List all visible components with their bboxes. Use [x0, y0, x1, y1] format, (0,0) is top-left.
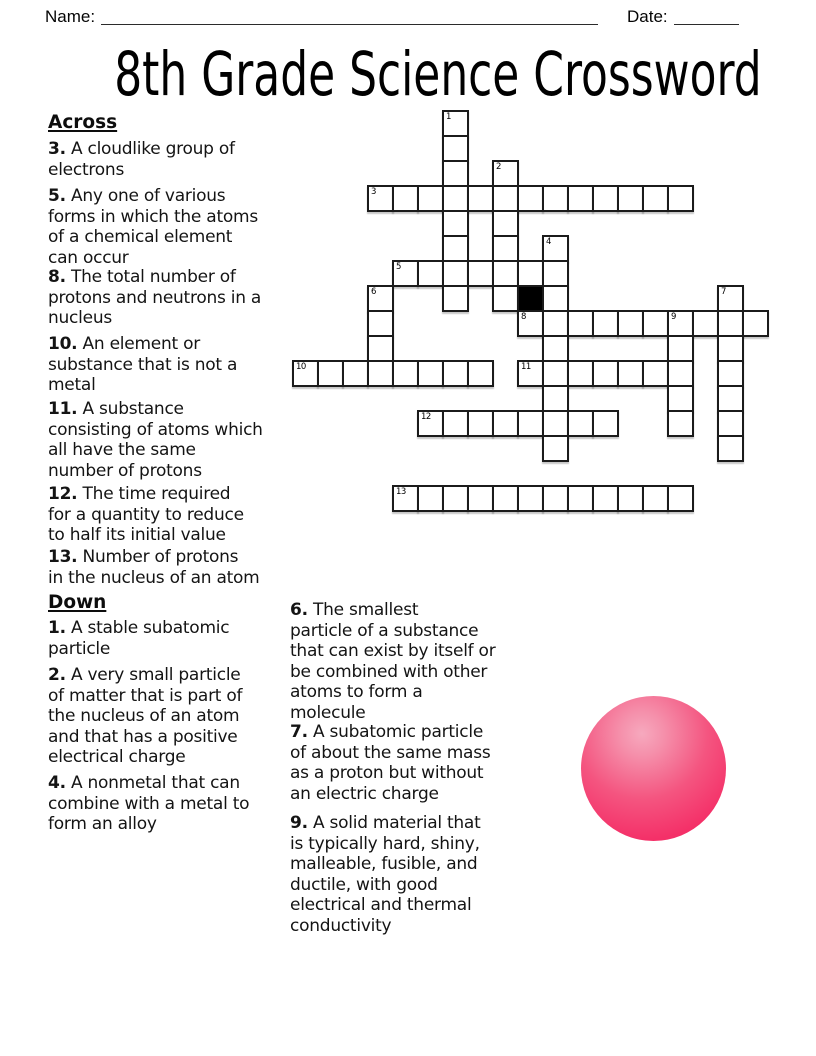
name-label: Name:: [45, 7, 96, 26]
grid-cell-7-10[interactable]: [467, 360, 494, 387]
down-heading: Down: [48, 592, 107, 613]
grid-cell-1-10[interactable]: [317, 360, 344, 387]
clue-7: 7. A subatomic particle of about the same mass as a proton but without an electric charge: [290, 722, 491, 804]
grid-cell-12-10[interactable]: [592, 360, 619, 387]
grid-cell-8-4[interactable]: [492, 210, 519, 237]
clue-number: 2.: [48, 665, 66, 685]
grid-cell-17-13[interactable]: [717, 435, 744, 462]
grid-cell-8-12[interactable]: [492, 410, 519, 437]
grid-cell-9-8[interactable]: [517, 310, 544, 337]
grid-cell-5-3[interactable]: [417, 185, 444, 212]
grid-cell-9-6[interactable]: [517, 260, 544, 287]
grid-cell-18-8[interactable]: [742, 310, 769, 337]
grid-cell-5-15[interactable]: [417, 485, 444, 512]
grid-cell-3-3[interactable]: [367, 185, 394, 212]
grid-cell-16-8[interactable]: [692, 310, 719, 337]
grid-cell-14-3[interactable]: [642, 185, 669, 212]
clue-number: 3.: [48, 139, 66, 159]
clue-number: 13.: [48, 547, 78, 567]
clue-number: 8.: [48, 267, 66, 287]
clue-2: 2. A very small particle of matter that is part of the nucleus of an atom and that has a positive electrical charge: [48, 665, 243, 767]
clue-11: 11. A substance consisting of atoms which all have the same number of protons: [48, 399, 263, 481]
grid-cell-12-15[interactable]: [592, 485, 619, 512]
grid-cell-10-5[interactable]: [542, 235, 569, 262]
grid-cell-10-10[interactable]: [542, 360, 569, 387]
grid-cell-6-5[interactable]: [442, 235, 469, 262]
clue-number: 10.: [48, 334, 78, 354]
grid-cell-3-7[interactable]: [367, 285, 394, 312]
grid-cell-3-9[interactable]: [367, 335, 394, 362]
grid-cell-8-6[interactable]: [492, 260, 519, 287]
grid-cell-14-8[interactable]: [642, 310, 669, 337]
grid-cell-3-8[interactable]: [367, 310, 394, 337]
grid-cell-12-8[interactable]: [592, 310, 619, 337]
cell-number: 2: [496, 162, 501, 172]
grid-cell-10-3[interactable]: [542, 185, 569, 212]
grid-cell-14-15[interactable]: [642, 485, 669, 512]
cell-number: 7: [721, 287, 726, 297]
grid-cell-11-10[interactable]: [567, 360, 594, 387]
grid-cell-10-13[interactable]: [542, 435, 569, 462]
grid-cell-6-15[interactable]: [442, 485, 469, 512]
date-blank-line[interactable]: [674, 6, 739, 25]
grid-cell-15-11[interactable]: [667, 385, 694, 412]
sphere-image: [581, 696, 726, 841]
grid-cell-14-10[interactable]: [642, 360, 669, 387]
cell-number: 9: [671, 312, 676, 322]
cell-number: 1: [446, 112, 451, 122]
name-blank-line[interactable]: [101, 6, 598, 25]
grid-cell-8-7[interactable]: [492, 285, 519, 312]
clue-number: 5.: [48, 186, 66, 206]
grid-cell-17-12[interactable]: [717, 410, 744, 437]
clue-number: 4.: [48, 773, 66, 793]
cell-number: 5: [396, 262, 401, 272]
grid-cell-9-10[interactable]: [517, 360, 544, 387]
cell-number: 12: [421, 412, 431, 422]
clue-number: 1.: [48, 618, 66, 638]
grid-cell-13-8[interactable]: [617, 310, 644, 337]
cell-number: 10: [296, 362, 306, 372]
grid-cell-17-9[interactable]: [717, 335, 744, 362]
grid-cell-6-6[interactable]: [442, 260, 469, 287]
cell-number: 3: [371, 187, 376, 197]
clue-9: 9. A solid material that is typically hard, shiny, malleable, fusible, and ductile, with good electrical and thermal conductivity: [290, 813, 481, 936]
grid-cell-13-10[interactable]: [617, 360, 644, 387]
grid-cell-7-12[interactable]: [467, 410, 494, 437]
grid-cell-17-11[interactable]: [717, 385, 744, 412]
grid-cell-3-10[interactable]: [367, 360, 394, 387]
grid-cell-6-2[interactable]: [442, 160, 469, 187]
clue-10: 10. An element or substance that is not a metal: [48, 334, 238, 395]
grid-cell-8-3[interactable]: [492, 185, 519, 212]
cell-number: 8: [521, 312, 526, 322]
grid-cell-8-2[interactable]: [492, 160, 519, 187]
clue-5: 5. Any one of various forms in which the atoms of a chemical element can occur: [48, 186, 258, 268]
clue-6: 6. The smallest particle of a substance that can exist by itself or be combined with other atoms to form a molecule: [290, 600, 496, 723]
cell-number: 11: [521, 362, 531, 372]
grid-cell-2-10[interactable]: [342, 360, 369, 387]
clue-number: 9.: [290, 813, 308, 833]
grid-cell-15-10[interactable]: [667, 360, 694, 387]
grid-cell-12-12[interactable]: [592, 410, 619, 437]
page-title: 8th Grade Science Crossword: [114, 39, 762, 110]
blocked-cell: [517, 285, 544, 312]
grid-cell-6-1[interactable]: [442, 135, 469, 162]
clue-12: 12. The time required for a quantity to reduce to half its initial value: [48, 484, 244, 545]
grid-cell-6-0[interactable]: [442, 110, 469, 137]
grid-cell-10-15[interactable]: [542, 485, 569, 512]
grid-cell-9-3[interactable]: [517, 185, 544, 212]
grid-cell-15-8[interactable]: [667, 310, 694, 337]
clue-4: 4. A nonmetal that can combine with a metal to form an alloy: [48, 773, 250, 834]
grid-cell-17-7[interactable]: [717, 285, 744, 312]
grid-cell-0-10[interactable]: [292, 360, 319, 387]
clue-number: 6.: [290, 600, 308, 620]
grid-cell-15-9[interactable]: [667, 335, 694, 362]
cell-number: 4: [546, 237, 551, 247]
grid-cell-6-10[interactable]: [442, 360, 469, 387]
grid-cell-6-12[interactable]: [442, 410, 469, 437]
grid-cell-4-15[interactable]: [392, 485, 419, 512]
grid-cell-15-3[interactable]: [667, 185, 694, 212]
grid-cell-17-10[interactable]: [717, 360, 744, 387]
date-label: Date:: [627, 7, 668, 26]
grid-cell-4-6[interactable]: [392, 260, 419, 287]
grid-cell-11-8[interactable]: [567, 310, 594, 337]
grid-cell-8-5[interactable]: [492, 235, 519, 262]
grid-cell-13-3[interactable]: [617, 185, 644, 212]
clue-8: 8. The total number of protons and neutrons in a nucleus: [48, 267, 262, 328]
grid-cell-17-8[interactable]: [717, 310, 744, 337]
grid-cell-11-12[interactable]: [567, 410, 594, 437]
grid-cell-9-15[interactable]: [517, 485, 544, 512]
grid-cell-15-15[interactable]: [667, 485, 694, 512]
grid-cell-5-6[interactable]: [417, 260, 444, 287]
grid-cell-8-15[interactable]: [492, 485, 519, 512]
across-heading: Across: [48, 112, 118, 133]
clue-1: 1. A stable subatomic particle: [48, 618, 230, 659]
grid-cell-10-6[interactable]: [542, 260, 569, 287]
grid-cell-15-12[interactable]: [667, 410, 694, 437]
grid-cell-10-9[interactable]: [542, 335, 569, 362]
grid-cell-5-10[interactable]: [417, 360, 444, 387]
cell-number: 13: [396, 487, 406, 497]
cell-number: 6: [371, 287, 376, 297]
grid-cell-6-7[interactable]: [442, 285, 469, 312]
grid-cell-6-4[interactable]: [442, 210, 469, 237]
clue-number: 12.: [48, 484, 78, 504]
grid-cell-10-11[interactable]: [542, 385, 569, 412]
grid-cell-7-6[interactable]: [467, 260, 494, 287]
grid-cell-11-3[interactable]: [567, 185, 594, 212]
grid-cell-9-12[interactable]: [517, 410, 544, 437]
clue-13: 13. Number of protons in the nucleus of an atom: [48, 547, 260, 588]
grid-cell-13-15[interactable]: [617, 485, 644, 512]
grid-cell-10-7[interactable]: [542, 285, 569, 312]
grid-cell-5-12[interactable]: [417, 410, 444, 437]
grid-cell-10-12[interactable]: [542, 410, 569, 437]
grid-cell-4-10[interactable]: [392, 360, 419, 387]
grid-cell-6-3[interactable]: [442, 185, 469, 212]
clue-number: 7.: [290, 722, 308, 742]
grid-cell-7-3[interactable]: [467, 185, 494, 212]
clue-3: 3. A cloudlike group of electrons: [48, 139, 235, 180]
grid-cell-7-15[interactable]: [467, 485, 494, 512]
grid-cell-12-3[interactable]: [592, 185, 619, 212]
clue-number: 11.: [48, 399, 78, 419]
grid-cell-11-15[interactable]: [567, 485, 594, 512]
grid-cell-10-8[interactable]: [542, 310, 569, 337]
grid-cell-4-3[interactable]: [392, 185, 419, 212]
